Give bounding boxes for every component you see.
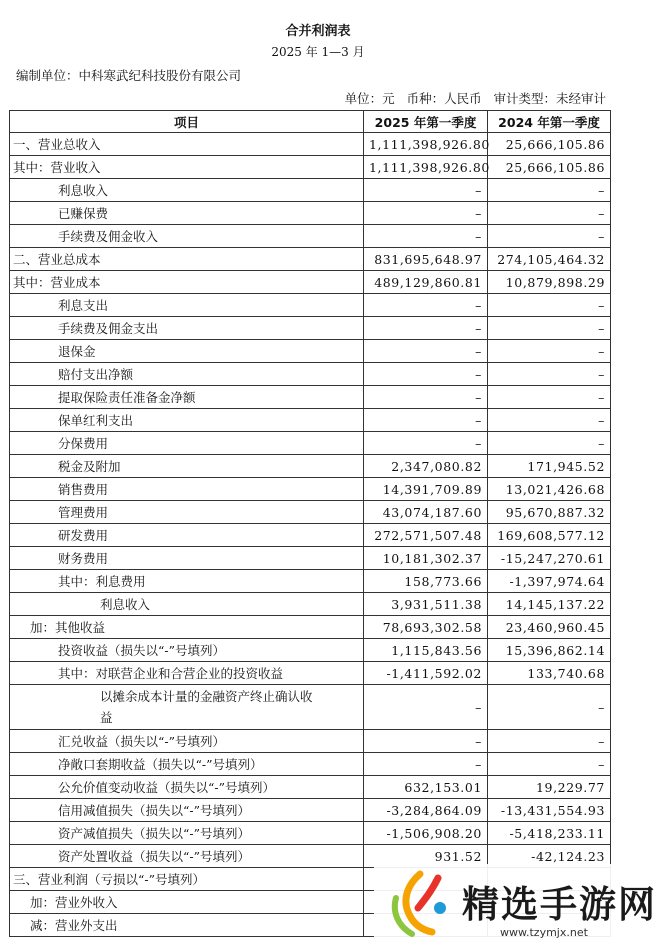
- value-2024-q1: 274,105,464.32: [488, 248, 611, 271]
- row-label: 一、营业总收入: [10, 133, 364, 156]
- table-row: [10, 409, 611, 432]
- value-2025-q1: –: [364, 340, 488, 363]
- value-2025-q1: 14,391,709.89: [364, 478, 488, 501]
- page-title: 合并利润表: [285, 24, 351, 39]
- table-row: [10, 317, 611, 340]
- value-2024-q1: –: [488, 363, 611, 386]
- value-2025-q1: 931.52: [364, 845, 488, 868]
- row-label: 分保费用: [10, 432, 364, 455]
- row-label: 减：营业外支出: [10, 914, 364, 937]
- value-2025-q1: 1,111,398,926.80: [364, 133, 488, 156]
- row-label: 财务费用: [10, 547, 364, 570]
- value-2025-q1: -1,411,592.02: [364, 662, 488, 685]
- value-2024-q1: –: [488, 340, 611, 363]
- table-row: [10, 248, 611, 271]
- value-2024-q1: –: [488, 730, 611, 753]
- table-row: [10, 455, 611, 478]
- compiling-entity: 编制单位：中科寒武纪科技股份有限公司: [16, 68, 242, 83]
- table-row: [10, 593, 611, 616]
- row-label: 利息收入: [10, 179, 364, 202]
- row-label: 净敞口套期收益（损失以“-”号填列）: [10, 753, 364, 776]
- row-label: 二、营业总成本: [10, 248, 364, 271]
- header-2025-q1: 2025 年第一季度: [364, 111, 488, 133]
- value-2025-q1: –: [364, 386, 488, 409]
- value-2024-q1: 15,396,862.14: [488, 639, 611, 662]
- value-2025-q1: –: [364, 730, 488, 753]
- value-2024-q1: –: [488, 294, 611, 317]
- value-2025-q1: 158,773.66: [364, 570, 488, 593]
- income-statement-table: [9, 110, 611, 937]
- row-label: 公允价值变动收益（损失以“-”号填列）: [10, 776, 364, 799]
- row-label: 汇兑收益（损失以“-”号填列）: [10, 730, 364, 753]
- value-2024-q1: 95,670,887.32: [488, 501, 611, 524]
- table-row: [10, 570, 611, 593]
- value-2025-q1: 78,693,302.58: [364, 616, 488, 639]
- value-2025-q1: -3,284,864.09: [364, 799, 488, 822]
- watermark: [380, 866, 657, 942]
- row-label: 信用减值损失（损失以“-”号填列）: [10, 799, 364, 822]
- table-row: [10, 363, 611, 386]
- value-2024-q1: –: [488, 317, 611, 340]
- value-2024-q1: 171,945.52: [488, 455, 611, 478]
- value-2025-q1: 10,181,302.37: [364, 547, 488, 570]
- header-item: 项目: [10, 111, 364, 133]
- row-label: 提取保险责任准备金净额: [10, 386, 364, 409]
- value-2024-q1: -15,247,270.61: [488, 547, 611, 570]
- value-2024-q1: –: [488, 432, 611, 455]
- value-2025-q1: –: [364, 363, 488, 386]
- value-2025-q1: -1,506,908.20: [364, 822, 488, 845]
- row-label: 以摊余成本计量的金融资产终止确认收益: [10, 685, 364, 730]
- table-row: [10, 501, 611, 524]
- table-row: [10, 662, 611, 685]
- value-2025-q1: –: [364, 409, 488, 432]
- value-2024-q1: –: [488, 685, 611, 730]
- row-label: 税金及附加: [10, 455, 364, 478]
- table-row: [10, 202, 611, 225]
- row-label: 投资收益（损失以“-”号填列）: [10, 639, 364, 662]
- value-2024-q1: –: [488, 753, 611, 776]
- table-row: [10, 639, 611, 662]
- row-label: 利息支出: [10, 294, 364, 317]
- row-label: 其中：对联营企业和合营企业的投资收益: [10, 662, 364, 685]
- value-2025-q1: 272,571,507.48: [364, 524, 488, 547]
- header-2024-q1: 2024 年第一季度: [488, 111, 611, 133]
- value-2024-q1: –: [488, 202, 611, 225]
- value-2024-q1: 23,460,960.45: [488, 616, 611, 639]
- value-2025-q1: –: [364, 294, 488, 317]
- value-2024-q1: 133,740.68: [488, 662, 611, 685]
- value-2024-q1: 25,666,105.86: [488, 156, 611, 179]
- value-2025-q1: 831,695,648.97: [364, 248, 488, 271]
- value-2025-q1: 632,153.01: [364, 776, 488, 799]
- row-label: 三、营业利润（亏损以“-”号填列）: [10, 868, 364, 891]
- row-label: 管理费用: [10, 501, 364, 524]
- value-2024-q1: -42,124.23: [488, 845, 611, 868]
- value-2024-q1: 25,666,105.86: [488, 133, 611, 156]
- row-label: 资产减值损失（损失以“-”号填列）: [10, 822, 364, 845]
- value-2025-q1: 489,129,860.81: [364, 271, 488, 294]
- table-row: [10, 133, 611, 156]
- value-2024-q1: -13,431,554.93: [488, 799, 611, 822]
- value-2024-q1: 14,145,137.22: [488, 593, 611, 616]
- watermark-url: www.tzymjx.net: [500, 926, 588, 939]
- table-header-row: [10, 111, 611, 133]
- table-row: [10, 822, 611, 845]
- value-2024-q1: –: [488, 179, 611, 202]
- value-2024-q1: –: [488, 409, 611, 432]
- row-label: 保单红利支出: [10, 409, 364, 432]
- value-2025-q1: 43,074,187.60: [364, 501, 488, 524]
- table-row: [10, 730, 611, 753]
- value-2024-q1: –: [488, 225, 611, 248]
- value-2025-q1: –: [364, 202, 488, 225]
- table-row: [10, 432, 611, 455]
- table-row: [10, 179, 611, 202]
- row-label: 其中：营业成本: [10, 271, 364, 294]
- value-2024-q1: 10,879,898.29: [488, 271, 611, 294]
- value-2024-q1: 19,229.77: [488, 776, 611, 799]
- table-row: [10, 753, 611, 776]
- value-2025-q1: 1,111,398,926.80: [364, 156, 488, 179]
- row-label: 资产处置收益（损失以“-”号填列）: [10, 845, 364, 868]
- value-2025-q1: –: [364, 179, 488, 202]
- value-2025-q1: –: [364, 753, 488, 776]
- table-row: [10, 386, 611, 409]
- value-2025-q1: 2,347,080.82: [364, 455, 488, 478]
- row-label: 利息收入: [10, 593, 364, 616]
- row-label: 销售费用: [10, 478, 364, 501]
- value-2025-q1: –: [364, 225, 488, 248]
- table-row: [10, 524, 611, 547]
- row-label: 研发费用: [10, 524, 364, 547]
- value-2024-q1: 169,608,577.12: [488, 524, 611, 547]
- row-label: 已赚保费: [10, 202, 364, 225]
- table-row: [10, 294, 611, 317]
- value-2025-q1: 1,115,843.56: [364, 639, 488, 662]
- table-row: [10, 776, 611, 799]
- value-2024-q1: 13,021,426.68: [488, 478, 611, 501]
- unit-currency-audit-line: 单位：元 币种：人民币 审计类型：未经审计: [344, 91, 606, 106]
- row-label: 退保金: [10, 340, 364, 363]
- row-label: 手续费及佣金支出: [10, 317, 364, 340]
- table-row: [10, 478, 611, 501]
- row-label: 手续费及佣金收入: [10, 225, 364, 248]
- row-label: 加：营业外收入: [10, 891, 364, 914]
- table-row: [10, 547, 611, 570]
- table-row: [10, 156, 611, 179]
- value-2025-q1: 3,931,511.38: [364, 593, 488, 616]
- row-label: 其中：营业收入: [10, 156, 364, 179]
- table-row: [10, 340, 611, 363]
- table-row: [10, 271, 611, 294]
- report-period: 2025 年 1—3 月: [271, 45, 365, 59]
- table-row: [10, 799, 611, 822]
- table-row: [10, 685, 611, 730]
- watermark-logo-icon: [382, 868, 460, 940]
- watermark-text: 精选手游网: [462, 883, 657, 926]
- value-2025-q1: –: [364, 685, 488, 730]
- row-label: 加：其他收益: [10, 616, 364, 639]
- value-2024-q1: –: [488, 386, 611, 409]
- value-2024-q1: -1,397,974.64: [488, 570, 611, 593]
- value-2025-q1: –: [364, 317, 488, 340]
- value-2024-q1: -5,418,233.11: [488, 822, 611, 845]
- value-2025-q1: –: [364, 432, 488, 455]
- table-row: [10, 616, 611, 639]
- row-label: 其中：利息费用: [10, 570, 364, 593]
- row-label: 赔付支出净额: [10, 363, 364, 386]
- table-row: [10, 225, 611, 248]
